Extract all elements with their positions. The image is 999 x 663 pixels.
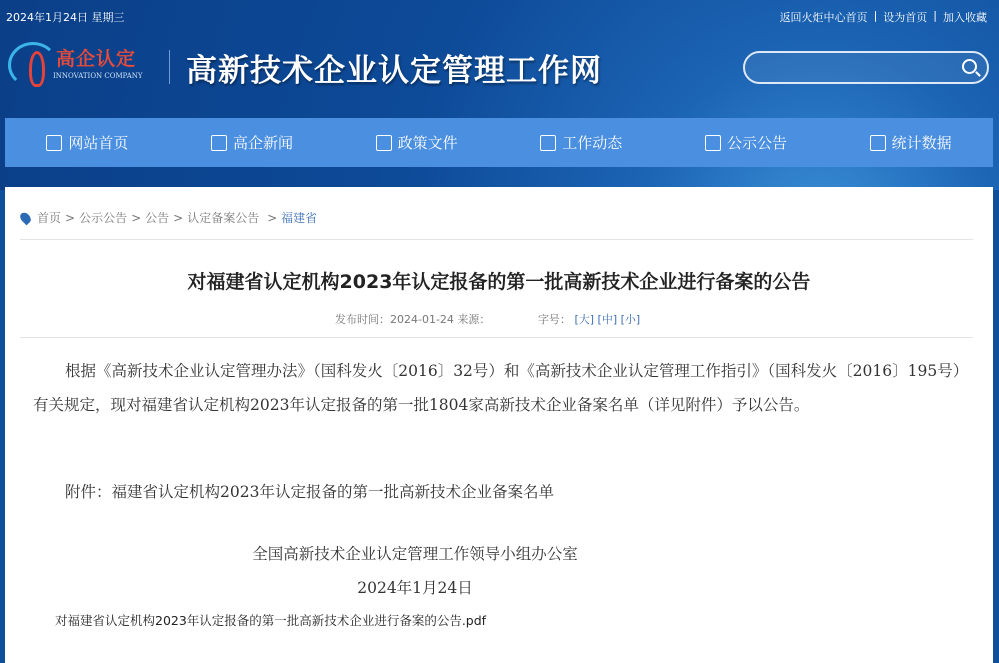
search-icon[interactable] bbox=[962, 59, 977, 74]
breadcrumb-announcements[interactable]: 公示公告 bbox=[79, 211, 128, 225]
sign-date: 2024年1月24日 bbox=[357, 579, 473, 597]
set-homepage-link[interactable]: 设为首页 bbox=[883, 11, 928, 24]
font-large-button[interactable]: [大] bbox=[574, 313, 595, 326]
article-body: 根据《高新技术企业认定管理办法》（国科发火〔2016〕32号）和《高新技术企业认定管理工作指引》（国科发火〔2016〕195号）有关规定，现对福建省认定机构2023年认定报备的第一批1804家高新技术企业备案名单（详见附件）予以公告。 bbox=[33, 362, 969, 414]
nav-news[interactable] bbox=[211, 132, 293, 153]
attachment-note: 附件：福建省认定机构2023年认定报备的第一批高新技术企业备案名单 bbox=[65, 483, 554, 501]
divider bbox=[20, 337, 973, 338]
breadcrumb: 首页 > 公示公告 > 公告 > 认定备案公告 > 福建省 bbox=[21, 209, 317, 226]
article-container bbox=[5, 187, 993, 663]
publish-date: 2024-01-24 bbox=[390, 313, 454, 326]
font-small-button[interactable]: [小] bbox=[620, 313, 641, 326]
nav-label: 政策文件 bbox=[397, 134, 458, 152]
top-links bbox=[780, 9, 987, 25]
signer: 全国高新技术企业认定管理工作领导小组办公室 bbox=[252, 545, 578, 563]
document-icon bbox=[376, 135, 392, 151]
nav-home[interactable] bbox=[46, 132, 128, 153]
paper-plane-icon bbox=[540, 135, 556, 151]
chart-icon bbox=[870, 135, 886, 151]
search-box bbox=[743, 51, 989, 84]
pdf-attachment-link[interactable]: 对福建省认定机构2023年认定报备的第一批高新技术企业进行备案的公告.pdf bbox=[55, 613, 487, 628]
nav-work-updates[interactable] bbox=[540, 132, 622, 153]
search-input[interactable] bbox=[757, 53, 957, 82]
add-favorite-link[interactable]: 加入收藏 bbox=[943, 11, 987, 24]
back-to-torch-home-link[interactable]: 返回火炬中心首页 bbox=[779, 11, 868, 24]
source-label: 来源： bbox=[457, 313, 491, 326]
logo-divider bbox=[169, 50, 170, 84]
logo-text: 高企认定 bbox=[56, 48, 137, 70]
clipboard-icon bbox=[705, 135, 721, 151]
location-pin-icon bbox=[18, 210, 33, 225]
nav-label: 统计数据 bbox=[891, 134, 952, 152]
font-size-label: 字号： bbox=[537, 313, 571, 326]
home-icon bbox=[46, 135, 62, 151]
header bbox=[0, 0, 999, 190]
nav-announcements[interactable] bbox=[705, 132, 787, 153]
divider: | bbox=[873, 9, 878, 22]
logo-subtext: INNOVATION COMPANY bbox=[53, 72, 143, 80]
site-title: 高新技术企业认定管理工作网 bbox=[186, 53, 602, 89]
nav-label: 工作动态 bbox=[562, 134, 623, 152]
breadcrumb-filing-notice[interactable]: 认定备案公告 bbox=[187, 211, 260, 225]
news-icon bbox=[211, 135, 227, 151]
font-medium-button[interactable]: [中] bbox=[597, 313, 618, 326]
divider: | bbox=[933, 9, 937, 22]
publish-label: 发布时间： bbox=[335, 313, 390, 326]
nav-label: 网站首页 bbox=[68, 134, 129, 152]
logo[interactable] bbox=[8, 42, 158, 88]
breadcrumb-home[interactable]: 首页 bbox=[37, 211, 62, 225]
article-title: 对福建省认定机构2023年认定报备的第一批高新技术企业进行备案的公告 bbox=[187, 271, 811, 293]
logo-mark-icon bbox=[8, 42, 58, 88]
divider bbox=[20, 239, 973, 240]
nav-statistics[interactable] bbox=[870, 132, 952, 153]
breadcrumb-current[interactable]: 福建省 bbox=[281, 211, 318, 225]
breadcrumb-notice[interactable]: 公告 bbox=[145, 211, 170, 225]
nav-label: 高企新闻 bbox=[232, 134, 293, 152]
nav-label: 公示公告 bbox=[726, 134, 787, 152]
article-meta bbox=[335, 311, 640, 327]
main-nav bbox=[5, 118, 993, 167]
nav-policy[interactable] bbox=[376, 132, 458, 153]
current-date: 2024年1月24日 星期三 bbox=[6, 11, 125, 24]
